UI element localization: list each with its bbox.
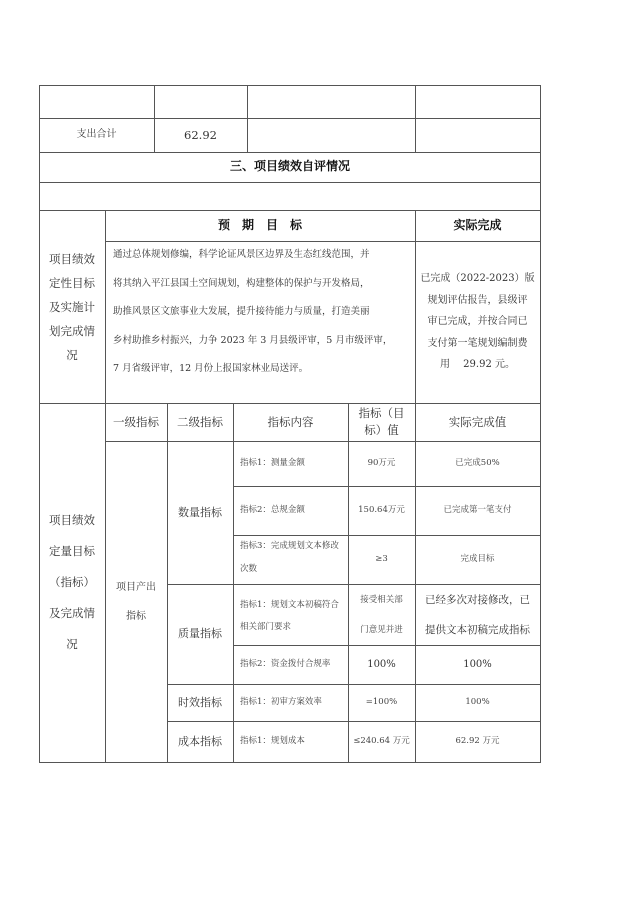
level2-timeliness: 时效指标: [178, 695, 222, 709]
actual-line: 用 29.92 元。: [440, 359, 515, 371]
actual-completion-text: [415, 241, 540, 403]
qualitative-row-label: [39, 210, 105, 403]
indicator-actual: 100%: [465, 696, 490, 707]
actual-line: 提供文本初稿完成指标: [425, 623, 530, 636]
indicator-content: 指标2：资金拨付合规率: [240, 658, 331, 669]
indicator-actual: 已完成第一笔支付: [443, 504, 512, 515]
section-title: 三、项目绩效自评情况: [229, 159, 350, 174]
header-target-line: 指标（目: [358, 406, 405, 420]
indicator-content: 指标1：测量金额: [240, 457, 305, 468]
indicator-actual: [415, 584, 540, 645]
table-border: [39, 762, 541, 763]
header-level2: 二级指标: [177, 414, 223, 429]
header-target: [348, 403, 415, 441]
indicator-content: 指标1：规划成本: [240, 735, 305, 746]
label-line: （指标）: [49, 575, 95, 589]
table-border: [540, 85, 541, 762]
indicator-actual: 已完成50%: [455, 457, 500, 468]
level1-line: 指标: [126, 610, 146, 622]
content-line: 相关部门要求: [240, 622, 292, 632]
label-line: 定量目标: [49, 544, 95, 558]
indicator-target: ≤240.64 万元: [353, 735, 410, 746]
level2-quantity: 数量指标: [178, 505, 222, 519]
quantitative-row-label: [39, 403, 105, 762]
goal-line: 助推风景区文旅事业大发展，提升接待能力与质量，打造美丽: [113, 306, 370, 317]
budget-empty-cell: [415, 85, 540, 118]
indicator-actual: 完成目标: [460, 553, 495, 564]
level2-cost: 成本指标: [178, 734, 222, 748]
target-line: 门意见并进: [360, 624, 403, 635]
indicator-actual: 100%: [463, 658, 492, 670]
indicator-content: 指标2：总规金额: [240, 504, 305, 515]
header-target-line: 标）值: [364, 423, 399, 437]
indicator-target: 100%: [367, 658, 396, 670]
target-line: 接受相关部: [360, 594, 403, 605]
indicator-content: 指标1：初审方案效率: [240, 696, 322, 707]
actual-completion-header: 实际完成: [453, 217, 502, 232]
header-actual: 实际完成值: [448, 414, 507, 429]
level1-indicator: [105, 441, 167, 762]
expected-goal-text: [105, 241, 415, 403]
indicator-target: 90万元: [367, 457, 396, 468]
total-row-cell: [247, 118, 415, 152]
label-line: 项目绩效: [49, 251, 95, 266]
label-line: 划完成情: [49, 323, 95, 338]
actual-line: 支付第一笔规划编制费: [427, 337, 528, 349]
total-expense-value: 62.92: [184, 127, 217, 142]
header-content: 指标内容: [267, 414, 314, 429]
total-row-cell: [415, 118, 540, 152]
content-line: 指标1：规划文本初稿符合: [240, 600, 339, 610]
indicator-target: =100%: [365, 696, 398, 707]
indicator-target: 150.64万元: [358, 504, 405, 515]
indicator-target: ≥3: [375, 553, 388, 564]
actual-line: 审已完成，并按合同已: [427, 316, 528, 328]
label-line: 况: [66, 347, 78, 362]
indicator-content: [233, 584, 348, 645]
actual-line: 已经多次对接修改，已: [425, 593, 530, 606]
label-line: 况: [66, 637, 78, 651]
indicator-content: [233, 535, 348, 584]
goal-line: 7 月省级评审，12 月份上报国家林业局送评。: [113, 363, 309, 374]
label-line: 定性目标: [49, 275, 95, 290]
budget-empty-cell: [39, 85, 154, 118]
label-line: 项目绩效: [49, 513, 95, 527]
table-border: [39, 182, 541, 183]
budget-empty-cell: [154, 85, 247, 118]
actual-line: 已完成（2022-2023）版: [420, 273, 535, 285]
label-line: 及完成情: [49, 606, 95, 620]
level1-line: 项目产出: [116, 581, 156, 593]
indicator-actual: 62.92 万元: [455, 735, 500, 746]
label-line: 及实施计: [49, 299, 95, 314]
expected-goal-header: 预 期 目 标: [217, 217, 302, 232]
total-expense-label: 支出合计: [76, 129, 117, 140]
indicator-target: [348, 584, 415, 645]
goal-line: 乡村助推乡村振兴，力争 2023 年 3 月县级评审，5 月市级评审，: [113, 334, 393, 346]
header-level1: 一级指标: [113, 414, 159, 429]
goal-line: 将其纳入平江县国土空间规划，构建整体的保护与开发格局，: [113, 277, 370, 289]
content-line: 次数: [240, 564, 258, 574]
content-line: 指标3：完成规划文本修改: [240, 541, 339, 551]
goal-line: 通过总体规划修编，科学论证风景区边界及生态红线范围，并: [113, 249, 370, 260]
actual-line: 规划评估报告，县级评: [427, 294, 528, 306]
level2-quality: 质量指标: [178, 627, 222, 641]
budget-empty-cell: [247, 85, 415, 118]
